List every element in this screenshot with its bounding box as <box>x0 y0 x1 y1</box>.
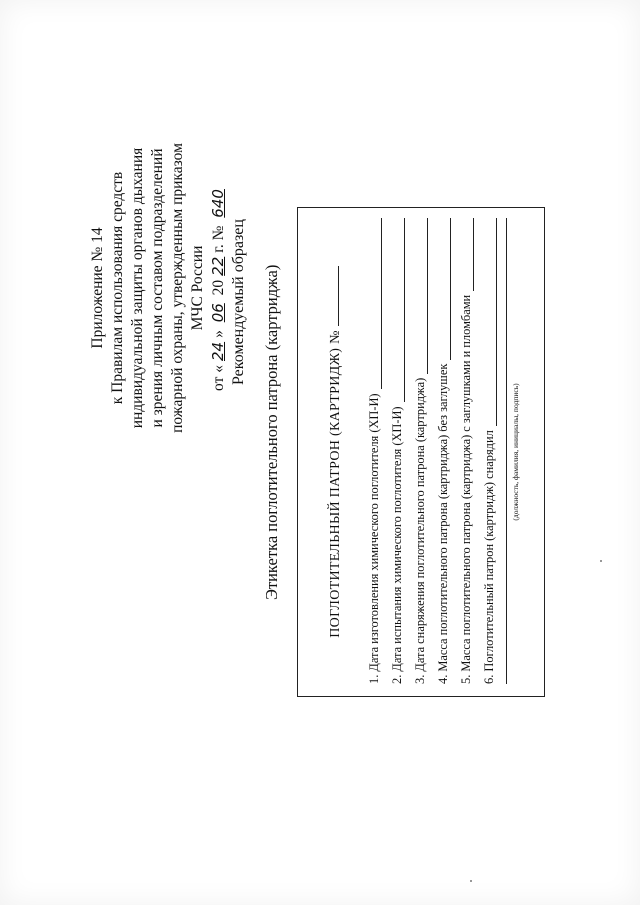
handwritten-day: 24 <box>209 341 227 361</box>
handwritten-month: 06 <box>209 303 227 323</box>
appendix-header <box>88 28 229 548</box>
form-number-blank <box>326 266 339 326</box>
appendix-line-2: индивидуальной защиты органов дыхания <box>129 147 146 429</box>
scan-speck <box>470 880 472 882</box>
form-row-6: 6. Поглотительный патрон (картридж) снарядил <box>479 218 497 684</box>
form-row-2: 2. Дата испытания химического поглотителя (ХП-И) <box>387 218 405 684</box>
form-row-1-blank <box>369 218 382 389</box>
label-title: Этикетка поглотительного патрона (картриджа) <box>262 264 281 600</box>
cartridge-label-form <box>297 207 545 697</box>
form-row-5-blank <box>461 218 474 291</box>
form-row-2-blank <box>392 218 405 402</box>
order-date-line: от «24» 06 2022г. № 640 <box>208 28 229 548</box>
handwritten-year: 22 <box>209 256 227 276</box>
form-row-3: 3. Дата снаряжения поглотительного патрона (картриджа) <box>410 218 428 684</box>
scan-speck <box>600 560 602 562</box>
form-row-5: 5. Масса поглотительного патрона (картриджа) с заглушками и пломбами <box>456 218 474 684</box>
appendix-line-5: МЧС России <box>189 245 206 331</box>
form-row-1: 1. Дата изготовления химического поглотителя (ХП-И) <box>364 218 382 684</box>
form-title: ПОГЛОТИТЕЛЬНЫЙ ПАТРОН (КАРТРИДЖ) № <box>326 208 344 696</box>
form-row-4: 4. Масса поглотительного патрона (картриджа) без заглушек <box>433 218 451 684</box>
recommended-sample-note: Рекомендуемый образец <box>230 219 247 385</box>
signature-caption: (должность, фамилия, инициалы, подпись) <box>511 383 520 521</box>
form-row-6-blank <box>484 218 497 426</box>
handwritten-order-number: 640 <box>209 189 227 218</box>
signature-line <box>506 218 507 684</box>
appendix-line-4: пожарной охраны, утвержденным приказом <box>169 143 186 433</box>
appendix-line-1: к Правилам использования средств <box>109 171 126 405</box>
form-row-4-blank <box>438 218 451 360</box>
appendix-number: Приложение № 14 <box>89 227 106 349</box>
appendix-line-3: и зрения личным составом подразделений <box>149 148 166 428</box>
form-row-3-blank <box>415 218 428 374</box>
